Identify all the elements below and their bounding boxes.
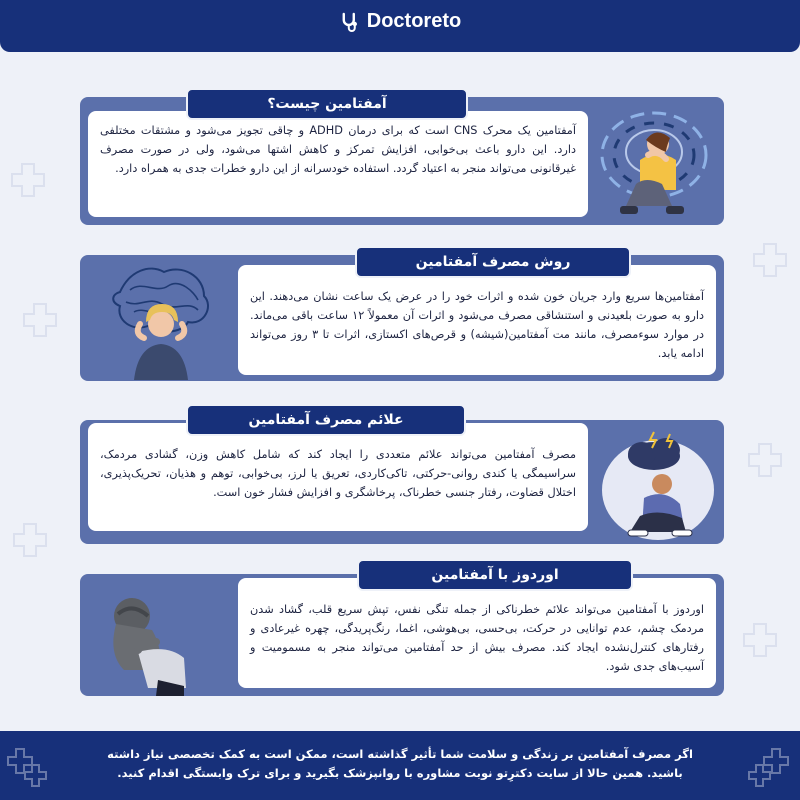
- section-body: مصرف آمفتامین می‌تواند علائم متعددی را ایجاد کند که شامل کاهش وزن، گشادی مردمک، سراسیمگی یا کندی روانی-حرکتی، تاکی‌کاردی، تعریق یا لرز، بی‌خوابی، توهم و هذیان، تحریک‌پذیری، اختلال قضاوت، رفتار جنسی خطرناک، پرخاشگری و افزایش فشار خون است.: [100, 448, 576, 499]
- medical-cross-decoration-icon: [20, 300, 60, 340]
- footer-text: اگر مصرف آمفتامین بر زندگی و سلامت شما تأثیر گذاشته است، ممکن است به کمک تخصصی نیاز داشته باشید. همین حالا از سایت دکترِتو نوبت مشاوره با روانپزشک بگیرید و برای ترک وابستگی اقدام کنید.: [107, 747, 693, 780]
- brand-name: Doctoreto: [366, 10, 462, 32]
- medical-cross-decoration-icon: [4, 745, 54, 789]
- footer-call-to-action: [0, 731, 800, 800]
- section-usage-title: روش مصرف آمفتامین: [355, 246, 631, 278]
- section-overdose-card: [238, 578, 716, 688]
- distressed-woman-illustration-icon: [596, 100, 718, 224]
- medical-cross-decoration-icon: [8, 160, 48, 200]
- section-what-is-title: آمفتامین چیست؟: [186, 88, 468, 120]
- section-body: آمفتامین‌ها سریع وارد جریان خون شده و اثرات خود را در عرض یک ساعت نشان می‌دهند. این دارو به صورت بلعیدنی و استنشاقی مصرف می‌شود و اثرات آن معمولاً ۱۲ ساعت باقی می‌ماند. در موارد سوءمصرف، مانند مت آمفتامین(شیشه) و قرص‌های اکستازی، اثرات تا ۳ روز می‌تواند ادامه یابد.: [250, 290, 704, 360]
- section-body: اوردوز با آمفتامین می‌تواند علائم خطرناکی از جمله تنگی نفس، تپش سریع قلب، گشاد شدن مردمک چشم، عدم توانایی در حرکت، بی‌حسی، بی‌هوشی، اغما، رنگ‌پریدگی، چهره غیرعادی و رفتارهای کنترل‌نشده ایجاد کند. مصرف بیش از حد آمفتامین می‌تواند منجر به مسمومیت و آسیب‌های جدی شود.: [250, 603, 704, 673]
- section-usage-card: [238, 265, 716, 375]
- hooded-person-illustration-icon: [88, 590, 208, 700]
- section-symptoms-card: [88, 423, 588, 531]
- section-overdose-title: اوردوز با آمفتامین: [357, 559, 633, 591]
- section-symptoms-title: علائم مصرف آمفتامین: [186, 404, 466, 436]
- medical-cross-decoration-icon: [10, 520, 50, 560]
- medical-cross-decoration-icon: [740, 620, 780, 660]
- section-body: آمفتامین یک محرک CNS است که برای درمان ADHD و چاقی تجویز می‌شود و مشتقات مختلفی دارد. این دارو باعث بی‌خوابی، افزایش تمرکز و کاهش اشتها می‌شود، ولی در صورت مصرف غیرقانونی می‌تواند منجر به اعتیاد گردد. استفاده خودسرانه از این دارو خطرات جدی به همراه دارد.: [100, 124, 576, 175]
- stressed-man-illustration-icon: [100, 262, 222, 380]
- sad-person-with-storm-cloud-illustration-icon: [596, 420, 720, 544]
- medical-cross-decoration-icon: [746, 745, 796, 789]
- stethoscope-icon: [339, 11, 361, 33]
- brand-logo[interactable]: [339, 10, 461, 33]
- medical-cross-decoration-icon: [745, 440, 785, 480]
- medical-cross-decoration-icon: [750, 240, 790, 280]
- header-bar: [0, 0, 800, 52]
- section-what-is-card: [88, 111, 588, 217]
